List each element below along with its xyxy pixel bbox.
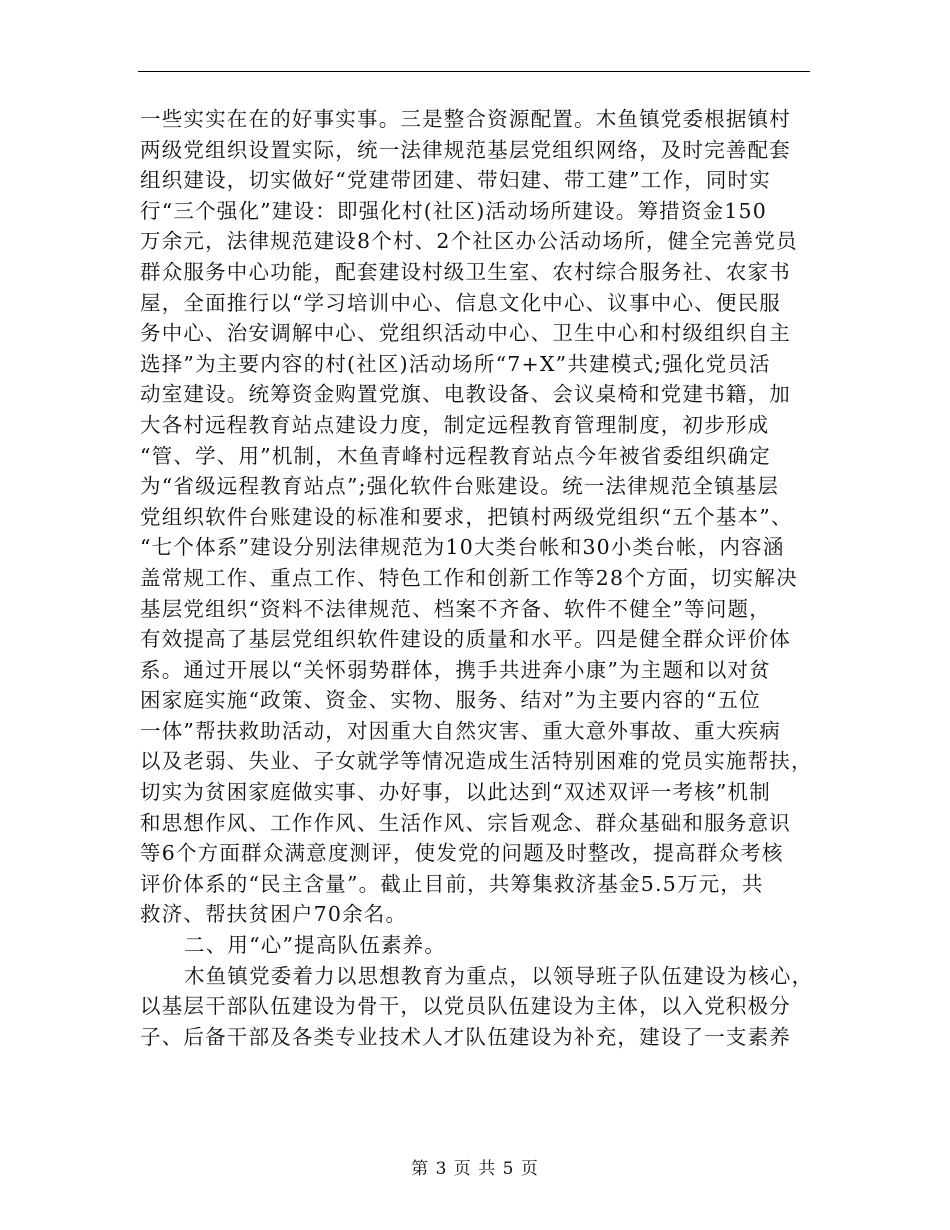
text-line: 两级党组织设置实际，统一法律规范基层党组织网络，及时完善配套 (140, 137, 791, 162)
text-line: 木鱼镇党委着力以思想教育为重点，以领导班子队伍建设为核心， (184, 963, 814, 988)
text-line: 一些实实在在的好事实事。三是整合资源配置。木鱼镇党委根据镇村 (140, 107, 791, 131)
text-line: 基层党组织“资料不法律规范、档案不齐备、软件不健全”等问题， (140, 596, 771, 621)
text-line: “管、学、用”机制，木鱼青峰村远程教育站点今年被省委组织确定 (140, 443, 771, 468)
text-line: 切实为贫困家庭做实事、办好事，以此达到“双述双评一考核”机制 (140, 780, 771, 805)
body-text (140, 104, 820, 1052)
text-line: 困家庭实施“政策、资金、实物、服务、结对”为主要内容的“五位 (140, 688, 761, 713)
text-line: 行“三个强化”建设：即强化村(社区)活动场所建设。筹措资金150 (140, 198, 767, 223)
text-line: 选择”为主要内容的村(社区)活动场所“7+X”共建模式;强化党员活 (140, 351, 771, 376)
text-line: 以及老弱、失业、子女就学等情况造成生活特别困难的党员实施帮扶， (140, 749, 813, 774)
page-number-footer: 第 3 页 共 5 页 (411, 1159, 539, 1179)
text-line: 和思想作风、工作作风、生活作风、宗旨观念、群众基础和服务意识 (140, 810, 791, 835)
text-line: 万余元，法律规范建设8个村、2个社区办公活动场所，健全完善党员 (140, 229, 798, 254)
text-line: 救济、帮扶贫困户70余名。 (140, 902, 408, 927)
text-line: 系。通过开展以“关怀弱势群体，携手共进奔小康”为主题和以对贫 (140, 657, 771, 682)
text-line: 以基层干部队伍建设为骨干，以党员队伍建设为主体，以入党积极分 (140, 994, 791, 1019)
text-line: 组织建设，切实做好“党建带团建、带妇建、带工建”工作，同时实 (140, 168, 771, 193)
text-line: 大各村远程教育站点建设力度，制定远程教育管理制度，初步形成 (140, 412, 770, 437)
text-line: 动室建设。统筹资金购置党旗、电教设备、会议桌椅和党建书籍，加 (140, 382, 791, 407)
text-line: 务中心、治安调解中心、党组织活动中心、卫生中心和村级组织自主 (140, 321, 791, 346)
text-line: 为“省级远程教育站点”;强化软件台账建设。统一法律规范全镇基层 (140, 474, 780, 499)
text-line: 有效提高了基层党组织软件建设的质量和水平。四是健全群众评价体 (140, 627, 791, 652)
text-line: 评价体系的“民主含量”。截止目前，共筹集救济基金5.5万元，共 (140, 871, 764, 896)
text-line: 盖常规工作、重点工作、特色工作和创新工作等28个方面，切实解决 (140, 565, 798, 590)
text-line: 群众服务中心功能，配套建设村级卫生室、农村综合服务社、农家书 (140, 259, 791, 284)
text-line: 等6个方面群众满意度测评，使发党的问题及时整改，提高群众考核 (140, 841, 784, 866)
text-line: 子、后备干部及各类专业技术人才队伍建设为补充，建设了一支素养 (140, 1024, 791, 1049)
text-line: 一体”帮扶救助活动，对因重大自然灾害、重大意外事故、重大疾病 (140, 718, 781, 743)
text-line: “七个体系”建设分别法律规范为10大类台帐和30小类台帐，内容涵 (140, 535, 785, 560)
text-line: 屋，全面推行以“学习培训中心、信息文化中心、议事中心、便民服 (140, 290, 781, 315)
header-rule (138, 71, 810, 72)
text-line: 党组织软件台账建设的标准和要求，把镇村两级党组织“五个基本”、 (140, 504, 793, 529)
section-heading: 二、用“心”提高队伍素养。 (184, 933, 447, 958)
